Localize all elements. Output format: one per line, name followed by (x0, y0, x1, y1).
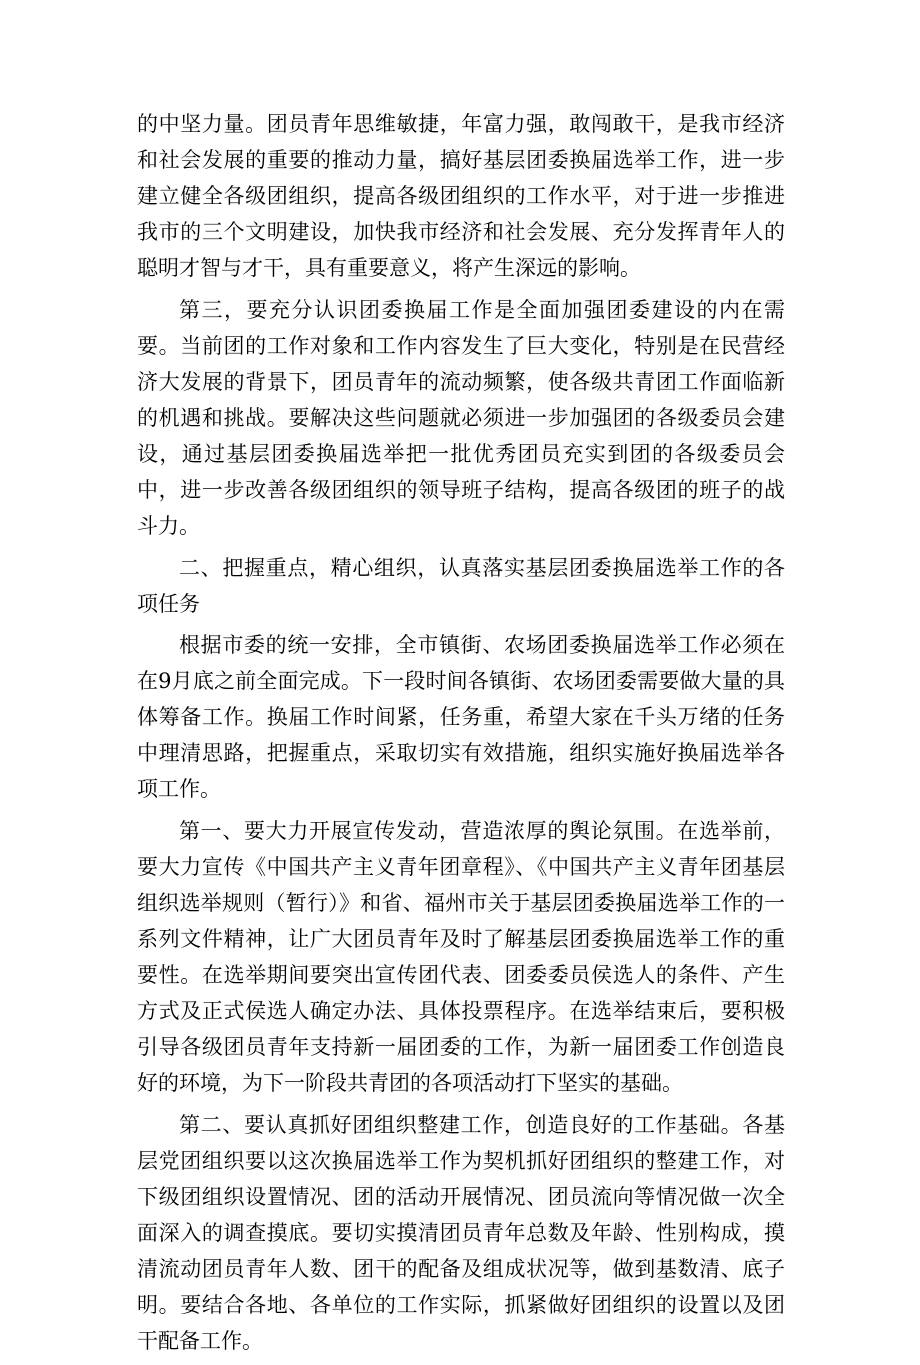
paragraph-5: 第二、要认真抓好团组织整建工作，创造良好的工作基础。各基层党团组织要以这次换届选举工作为契机抓好团组织的整建工作，对下级团组织设置情况、团的活动开展情况、团员流向等情况做一次全面深入的调查摸底。要切实摸清团员青年总数及年龄、性别构成，摸清流动团员青年人数、团干的配备及组成状况等，做到基数清、底子明。要结合各地、各单位的工作实际，抓紧做好团组织的设置以及团干配备工作。 (137, 1112, 785, 1353)
paragraph-1: 的中坚力量。团员青年思维敏捷，年富力强，敢闯敢干，是我市经济和社会发展的重要的推动力量，搞好基层团委换届选举工作，进一步建立健全各级团组织，提高各级团组织的工作水平，对于进一步推进我市的三个文明建设，加快我市经济和社会发展、充分发挥青年人的聪明才智与才干，具有重要意义，将产生深远的影响。 (137, 112, 785, 280)
document-body (137, 106, 785, 1365)
paragraph-3: 根据市委的统一安排，全市镇街、农场团委换届选举工作必须在在9月底之前全面完成。下一段时间各镇街、农场团委需要做大量的具体筹备工作。换届工作时间紧，任务重，希望大家在千头万绪的任务中理清思路，把握重点，采取切实有效措施，组织实施好换届选举各项工作。 (137, 633, 785, 802)
paragraph-2: 第三，要充分认识团委换届工作是全面加强团委建设的内在需要。当前团的工作对象和工作内容发生了巨大变化，特别是在民营经济大发展的背景下，团员青年的流动频繁，使各级共青团工作面临新的机遇和挑战。要解决这些问题就必须进一步加强团的各级委员会建设，通过基层团委换届选举把一批优秀团员充实到团的各级委员会中，进一步改善各级团组织的领导班子结构，提高各级团的班子的战斗力。 (137, 297, 785, 538)
paragraph-4: 第一、要大力开展宣传发动，营造浓厚的舆论氛围。在选举前，要大力宣传《中国共产主义青年团章程》、《中国共产主义青年团基层组织选举规则（暂行）》和省、福州市关于基层团委换届选举工作的一系列文件精神，让广大团员青年及时了解基层团委换届选举工作的重要性。在选举期间要突出宣传团代表、团委委员侯选人的条件、产生方式及正式侯选人确定办法、具体投票程序。在选举结束后，要积极引导各级团员青年支持新一届团委的工作，为新一届团委工作创造良好的环境，为下一阶段共青团的各项活动打下坚实的基础。 (137, 819, 785, 1096)
section-heading: 二、把握重点，精心组织，认真落实基层团委换届选举工作的各项任务 (137, 555, 785, 616)
